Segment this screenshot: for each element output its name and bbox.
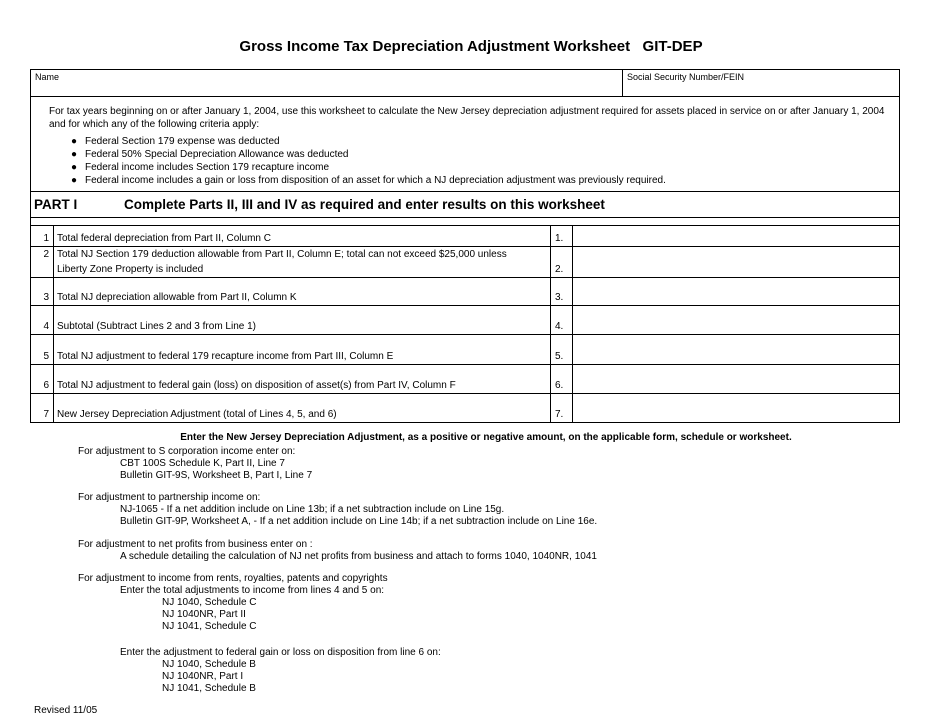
part1-header [31, 192, 899, 218]
ssn-field[interactable] [622, 70, 899, 96]
partnership-item: NJ-1065 - If a net addition include on Line 13b; if a net subtraction include on Line 15g. [120, 504, 505, 515]
rents-item: NJ 1040, Schedule C [162, 597, 257, 608]
rents-sub-heading: Enter the adjustment to federal gain or loss on disposition from line 6 on: [120, 647, 441, 658]
partnership-intro: For adjustment to partnership income on: [78, 492, 261, 503]
rents-item: NJ 1040NR, Part I [162, 671, 244, 682]
worksheet-form [30, 69, 900, 423]
line-7 [31, 394, 899, 422]
s-corp-item: Bulletin GIT-9S, Worksheet B, Part I, Line 7 [120, 470, 313, 481]
line-box-label: 3. [555, 292, 564, 303]
name-label: Name [35, 72, 60, 82]
line-description: Total NJ adjustment to federal gain (loss) on disposition of asset(s) from Part IV, Column F [57, 380, 456, 391]
s-corp-block [78, 446, 312, 482]
line-box-label: 1. [555, 233, 564, 244]
business-item: A schedule detailing the calculation of NJ net profits from business and attach to forms 1040, 1040NR, 1041 [120, 551, 597, 562]
line-box-label: 6. [555, 380, 564, 391]
name-field[interactable] [31, 70, 622, 96]
line-1 [31, 225, 899, 247]
business-intro: For adjustment to net profits from business enter on : [78, 539, 313, 550]
line-box-label: 2. [555, 264, 564, 275]
part1-label: PART I [34, 197, 78, 212]
criteria-item: ● Federal income includes Section 179 recapture income [71, 161, 885, 174]
line-7-amount-field[interactable] [572, 394, 899, 422]
line-items [31, 225, 899, 422]
line-3-amount-field[interactable] [572, 278, 899, 305]
line-description: New Jersey Depreciation Adjustment (total of Lines 4, 5, and 6) [57, 409, 337, 420]
criteria-item: ● Federal 50% Special Depreciation Allowance was deducted [71, 148, 885, 161]
intro-section [31, 97, 899, 192]
rents-sub-heading: Enter the total adjustments to income from lines 4 and 5 on: [120, 585, 385, 596]
line-number: 3 [43, 292, 49, 303]
line-number: 2 [43, 249, 49, 260]
line-6 [31, 365, 899, 394]
line-6-amount-field[interactable] [572, 365, 899, 393]
line-description: Total federal depreciation from Part II, Column C [57, 233, 271, 244]
line-1-amount-field[interactable] [572, 226, 899, 246]
criteria-item: ● Federal Section 179 expense was deducted [71, 135, 885, 148]
line-description: Subtotal (Subtract Lines 2 and 3 from Line 1) [57, 321, 257, 332]
ssn-label: Social Security Number/FEIN [627, 72, 745, 82]
line-number: 7 [43, 409, 49, 420]
rents-item: NJ 1041, Schedule B [162, 683, 256, 694]
line-number: 6 [43, 380, 49, 391]
revision-date: Revised 11/05 [34, 705, 98, 716]
partnership-item: Bulletin GIT-9P, Worksheet A, - If a net addition include on Line 14b; if a net subtraction include on Line 16e. [120, 516, 598, 527]
line-5-amount-field[interactable] [572, 335, 899, 364]
part1-heading: Complete Parts II, III and IV as required and enter results on this worksheet [124, 197, 605, 212]
rents-item: NJ 1041, Schedule C [162, 621, 257, 632]
s-corp-intro: For adjustment to S corporation income enter on: [78, 446, 296, 457]
line-4-amount-field[interactable] [572, 306, 899, 334]
instructions-section [0, 432, 942, 694]
line-box-label: 4. [555, 321, 564, 332]
s-corp-item: CBT 100S Schedule K, Part II, Line 7 [120, 458, 285, 469]
line-2 [31, 247, 899, 278]
line-box-label: 7. [555, 409, 564, 420]
line-box-label: 5. [555, 351, 564, 362]
line-number: 5 [43, 351, 49, 362]
line-description: Total NJ depreciation allowable from Part II, Column K [57, 292, 297, 303]
line-number: 4 [43, 321, 49, 332]
form-title: Gross Income Tax Depreciation Adjustment Worksheet GIT-DEP [239, 38, 703, 55]
name-row [31, 70, 899, 97]
criteria-item: ● Federal income includes a gain or loss from disposition of an asset for which a NJ depreciation adjustment was previously required. [71, 174, 885, 187]
instructions-heading: Enter the New Jersey Depreciation Adjustment, as a positive or negative amount, on the applicable form, schedule or worksheet. [180, 432, 792, 443]
line-description: Total NJ Section 179 deduction allowable from Part II, Column E; total can not exceed $25,000 unless [57, 249, 507, 260]
rents-item: NJ 1040NR, Part II [162, 609, 246, 620]
rents-block [78, 573, 441, 695]
rents-item: NJ 1040, Schedule B [162, 659, 256, 670]
line-2-amount-field[interactable] [572, 247, 899, 277]
line-description: Liberty Zone Property is included [57, 264, 204, 275]
line-number: 1 [43, 233, 49, 244]
intro-text: For tax years beginning on or after January 1, 2004, use this worksheet to calculate the New Jersey depreciation adjustment required for assets placed in service on or after January 1, 2004 and for which any of the following criteria apply: [49, 106, 885, 130]
rents-intro: For adjustment to income from rents, royalties, patents and copyrights [78, 573, 388, 584]
business-block [78, 539, 597, 563]
line-4 [31, 306, 899, 335]
line-description: Total NJ adjustment to federal 179 recapture income from Part III, Column E [57, 351, 394, 362]
criteria-list [49, 135, 885, 187]
line-3 [31, 278, 899, 306]
partnership-block [78, 492, 597, 528]
line-5 [31, 335, 899, 365]
